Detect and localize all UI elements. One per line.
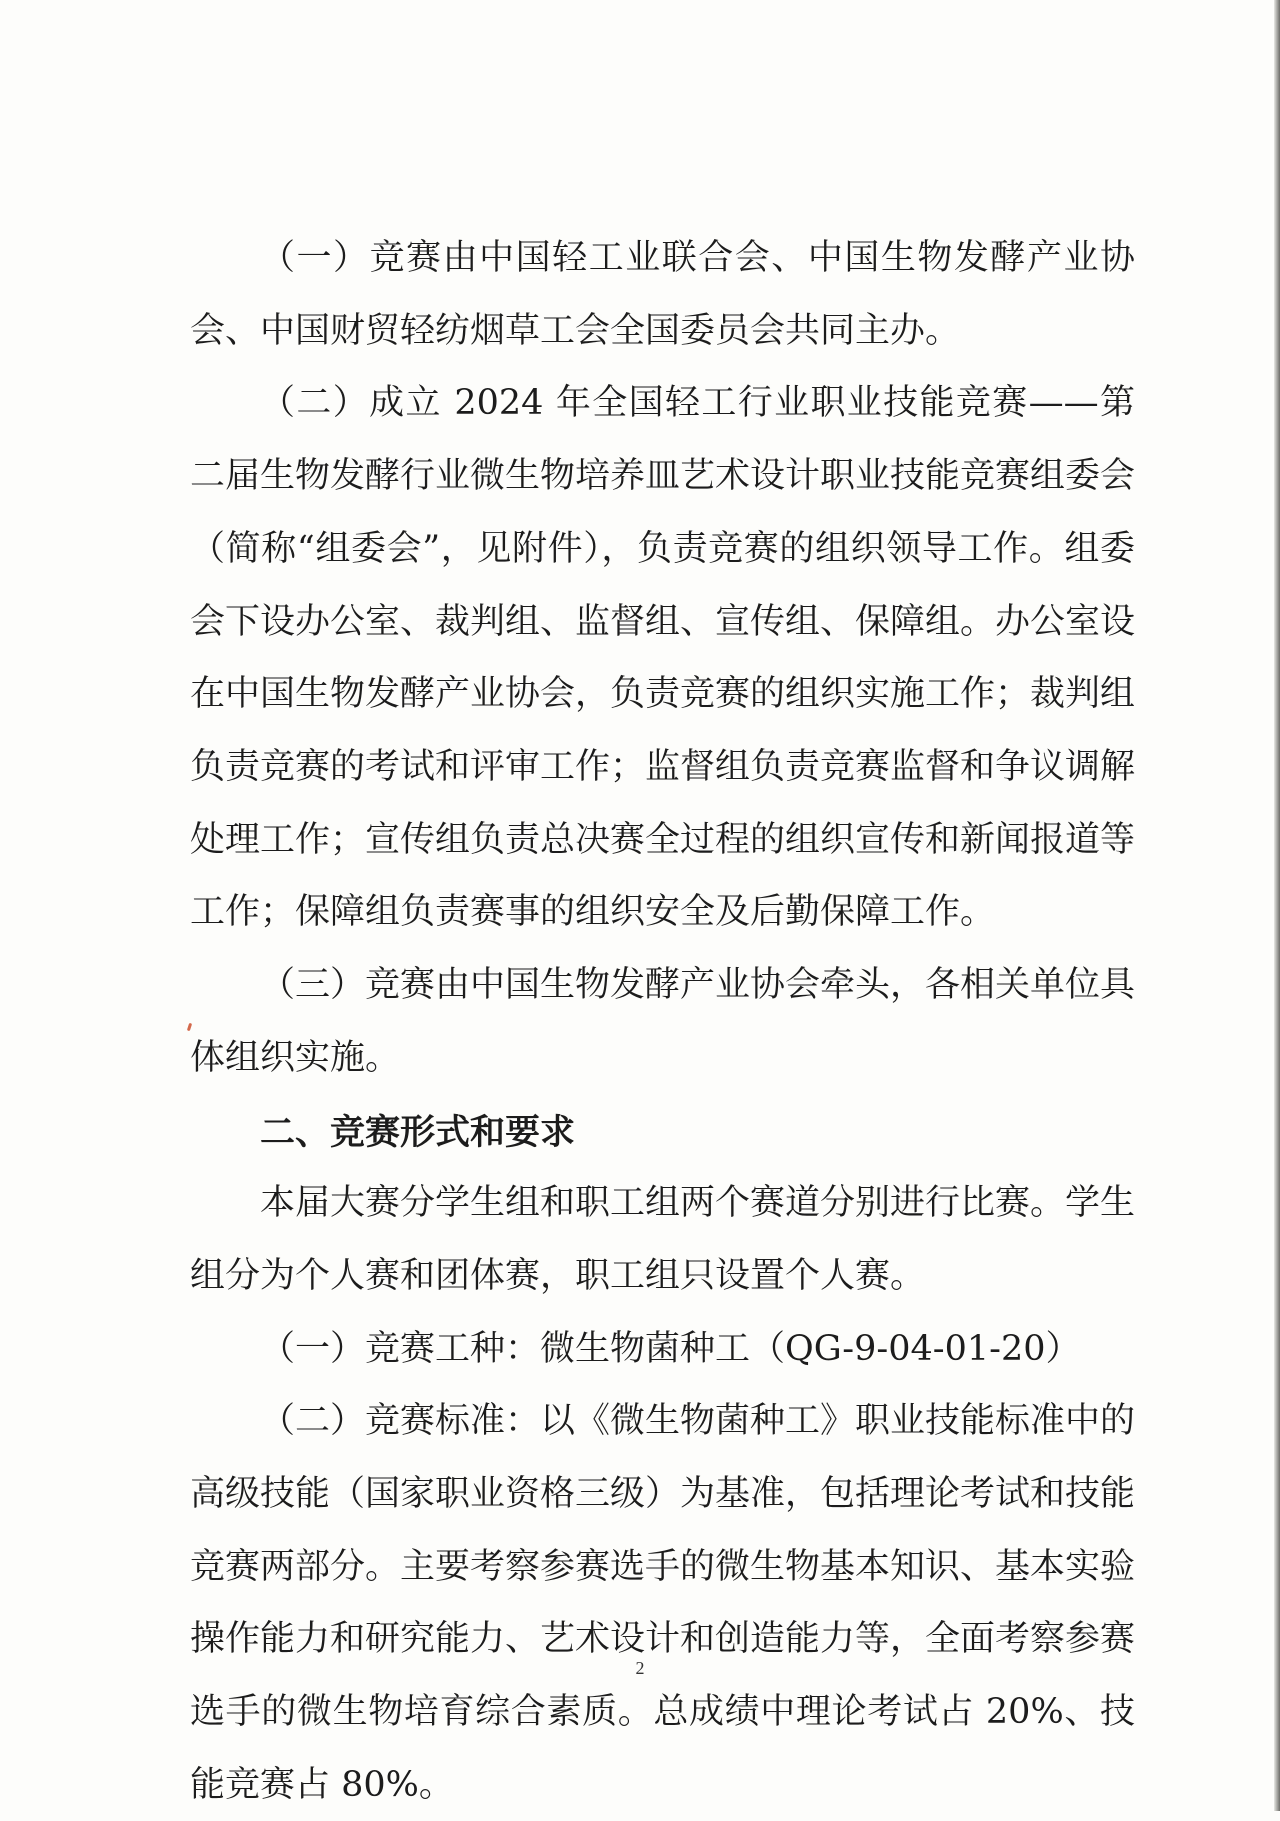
paragraph-organizers: （一）竞赛由中国轻工业联合会、中国生物发酵产业协会、中国财贸轻纺烟草工会全国委员会共同主办。	[190, 238, 1135, 351]
section-heading: 二、竞赛形式和要求	[260, 1113, 576, 1154]
document-body	[190, 222, 1135, 1821]
paragraph-job-type: （一）竞赛工种：微生物菌种工（QG-9-04-01-20）	[260, 1328, 1081, 1369]
paragraph-committee: （二）成立 2024 年全国轻工行业职业技能竞赛——第二届生物发酵行业微生物培养皿艺术设计职业技能竞赛组委会（简称“组委会”，见附件），负责竞赛的组织领导工作。组委会下设办公室、裁判组、监督组、宣传组、保障组。办公室设在中国生物发酵产业协会，负责竞赛的组织实施工作；裁判组负责竞赛的考试和评审工作；监督组负责竞赛监督和争议调解处理工作；宣传组负责总决赛全过程的组织宣传和新闻报道等工作；保障组负责赛事的组织安全及后勤保障工作。	[190, 383, 1136, 933]
page-number: 2	[635, 1658, 645, 1678]
paragraph-implementation: （三）竞赛由中国生物发酵产业协会牵头，各相关单位具体组织实施。	[190, 965, 1136, 1078]
paragraph-tracks: 本届大赛分学生组和职工组两个赛道分别进行比赛。学生组分为个人赛和团体赛，职工组只设置个人赛。	[190, 1183, 1136, 1296]
paragraph-standard: （二）竞赛标准：以《微生物菌种工》职业技能标准中的高级技能（国家职业资格三级）为基准，包括理论考试和技能竞赛两部分。主要考察参赛选手的微生物基本知识、基本实验操作能力和研究能力、艺术设计和创造能力等，全面考察参赛选手的微生物培育综合素质。总成绩中理论考试占 20%、技能竞赛占 80%。	[190, 1401, 1136, 1805]
scan-edge	[1274, 0, 1280, 1811]
